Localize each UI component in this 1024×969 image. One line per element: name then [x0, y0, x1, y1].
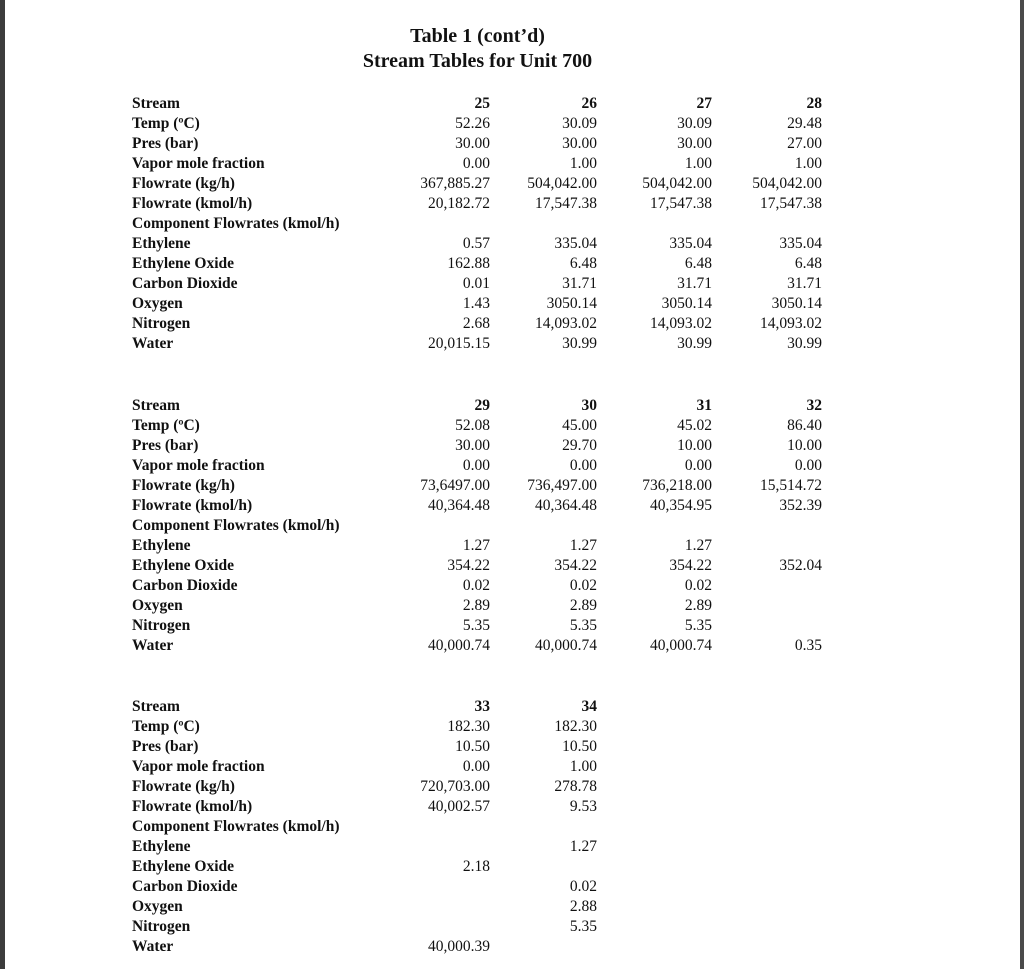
table-cell: 9.53 [569, 798, 597, 815]
row-label: Ethylene Oxide [132, 557, 235, 574]
table-cell: 278.78 [554, 778, 597, 795]
table-cell: 40,000.74 [535, 637, 597, 654]
table-cell: 45.02 [677, 417, 712, 434]
row-label: Nitrogen [132, 918, 191, 935]
table-row [132, 94, 832, 114]
row-label: Pres (bar) [132, 738, 199, 755]
table-cell: 0.00 [794, 457, 822, 474]
table-cell: 162.88 [447, 255, 490, 272]
table-cell: 10.00 [787, 437, 822, 454]
table-row [132, 496, 832, 516]
table-cell: 6.48 [684, 255, 712, 272]
row-label: Vapor mole fraction [132, 155, 265, 172]
row-label: Flowrate (kmol/h) [132, 798, 253, 815]
table-cell: 5.35 [684, 617, 712, 634]
table-row [132, 737, 832, 757]
table-row [132, 576, 832, 596]
table-cell: 14,093.02 [760, 315, 822, 332]
stream-number: 30 [581, 397, 597, 414]
table-cell: 0.00 [684, 457, 712, 474]
table-cell: 1.00 [794, 155, 822, 172]
table-cell: 6.48 [794, 255, 822, 272]
table-row [132, 697, 832, 717]
table-cell: 0.57 [462, 235, 490, 252]
table-cell: 504,042.00 [642, 175, 712, 192]
table-cell: 40,364.48 [428, 497, 490, 514]
table-cell: 5.35 [569, 617, 597, 634]
stream-number: 33 [474, 698, 490, 715]
row-label: Vapor mole fraction [132, 758, 265, 775]
row-label: Nitrogen [132, 315, 191, 332]
table-cell: 30.00 [562, 135, 597, 152]
table-row [132, 334, 832, 354]
table-cell: 17,547.38 [650, 195, 712, 212]
table-cell: 10.50 [562, 738, 597, 755]
table-cell: 29.70 [562, 437, 597, 454]
table-cell: 20,015.15 [428, 335, 490, 352]
row-label: Carbon Dioxide [132, 275, 238, 292]
table-cell: 14,093.02 [650, 315, 712, 332]
row-label: Flowrate (kmol/h) [132, 195, 253, 212]
row-label: Vapor mole fraction [132, 457, 265, 474]
table-title: Table 1 (cont’d) [410, 25, 545, 47]
table-cell: 20,182.72 [428, 195, 490, 212]
table-row [132, 596, 832, 616]
row-label: Oxygen [132, 898, 183, 915]
table-cell: 30.09 [677, 115, 712, 132]
table-row [132, 254, 832, 274]
row-label: Pres (bar) [132, 437, 199, 454]
row-label: Temp (ºC) [132, 115, 200, 132]
table-cell: 3050.14 [771, 295, 822, 312]
table-cell: 1.27 [569, 537, 597, 554]
table-cell: 40,000.39 [428, 938, 490, 955]
table-row [132, 174, 832, 194]
row-label: Oxygen [132, 295, 183, 312]
table-cell: 30.00 [455, 135, 490, 152]
table-row [132, 274, 832, 294]
table-cell: 1.27 [684, 537, 712, 554]
stream-table-1 [132, 94, 832, 354]
table-row [132, 897, 832, 917]
stream-number: 31 [696, 397, 712, 414]
table-row [132, 516, 832, 536]
table-cell: 354.22 [669, 557, 712, 574]
table-cell: 6.48 [569, 255, 597, 272]
table-cell: 335.04 [554, 235, 597, 252]
table-row [132, 154, 832, 174]
table-cell: 30.09 [562, 115, 597, 132]
table-cell: 182.30 [554, 718, 597, 735]
table-cell: 2.68 [462, 315, 490, 332]
table-cell: 367,885.27 [420, 175, 490, 192]
stream-number: 25 [474, 95, 490, 112]
table-cell: 1.00 [569, 758, 597, 775]
table-cell: 30.00 [455, 437, 490, 454]
row-label: Flowrate (kg/h) [132, 477, 235, 494]
table-row [132, 314, 832, 334]
row-label: Ethylene Oxide [132, 255, 235, 272]
table-cell: 0.35 [794, 637, 822, 654]
table-cell: 2.89 [462, 597, 490, 614]
table-cell: 29.48 [787, 115, 822, 132]
table-row [132, 797, 832, 817]
row-label: Flowrate (kg/h) [132, 778, 235, 795]
table-row [132, 214, 832, 234]
table-cell: 504,042.00 [527, 175, 597, 192]
table-cell: 2.89 [569, 597, 597, 614]
table-cell: 0.02 [569, 577, 597, 594]
table-row [132, 877, 832, 897]
stream-number: 26 [581, 95, 597, 112]
row-label: Component Flowrates (kmol/h) [132, 818, 340, 835]
table-cell: 5.35 [462, 617, 490, 634]
stream-table-2 [132, 396, 832, 656]
table-cell: 0.02 [569, 878, 597, 895]
table-row [132, 194, 832, 214]
table-row [132, 114, 832, 134]
stream-number: 28 [806, 95, 822, 112]
table-cell: 335.04 [669, 235, 712, 252]
table-row [132, 636, 832, 656]
row-label: Stream [132, 397, 180, 414]
table-row [132, 436, 832, 456]
table-cell: 504,042.00 [752, 175, 822, 192]
table-cell: 17,547.38 [760, 195, 822, 212]
row-label: Flowrate (kg/h) [132, 175, 235, 192]
table-cell: 0.02 [462, 577, 490, 594]
table-cell: 5.35 [569, 918, 597, 935]
table-row [132, 917, 832, 937]
table-cell: 40,364.48 [535, 497, 597, 514]
table-cell: 31.71 [562, 275, 597, 292]
table-cell: 0.01 [462, 275, 490, 292]
table-cell: 30.99 [562, 335, 597, 352]
table-cell: 736,218.00 [642, 477, 712, 494]
table-subtitle: Stream Tables for Unit 700 [362, 50, 593, 72]
table-row [132, 536, 832, 556]
table-cell: 10.00 [677, 437, 712, 454]
table-row [132, 937, 832, 957]
table-cell: 40,000.74 [428, 637, 490, 654]
table-cell: 182.30 [447, 718, 490, 735]
table-row [132, 556, 832, 576]
row-label: Water [132, 335, 174, 352]
row-label: Water [132, 637, 174, 654]
row-label: Stream [132, 698, 180, 715]
row-label: Ethylene [132, 838, 191, 855]
row-label: Component Flowrates (kmol/h) [132, 215, 340, 232]
row-label: Ethylene [132, 235, 191, 252]
stream-number: 32 [806, 397, 822, 414]
table-row [132, 456, 832, 476]
table-cell: 0.02 [684, 577, 712, 594]
table-row [132, 476, 832, 496]
table-cell: 30.00 [677, 135, 712, 152]
table-cell: 30.99 [677, 335, 712, 352]
table-cell: 1.27 [569, 838, 597, 855]
table-cell: 0.00 [462, 155, 490, 172]
table-cell: 15,514.72 [760, 477, 822, 494]
row-label: Nitrogen [132, 617, 191, 634]
table-cell: 1.43 [462, 295, 490, 312]
stream-table-3 [132, 697, 832, 957]
table-row [132, 757, 832, 777]
table-cell: 352.04 [779, 557, 822, 574]
table-cell: 52.08 [455, 417, 490, 434]
row-label: Carbon Dioxide [132, 878, 238, 895]
table-cell: 2.88 [569, 898, 597, 915]
table-cell: 0.00 [569, 457, 597, 474]
table-cell: 0.00 [462, 758, 490, 775]
table-cell: 45.00 [562, 417, 597, 434]
row-label: Temp (ºC) [132, 417, 200, 434]
table-cell: 31.71 [677, 275, 712, 292]
document-page [5, 0, 1020, 969]
table-cell: 354.22 [447, 557, 490, 574]
table-row [132, 616, 832, 636]
table-cell: 0.00 [462, 457, 490, 474]
table-row [132, 817, 832, 837]
row-label: Ethylene Oxide [132, 858, 235, 875]
stream-number: 27 [696, 95, 712, 112]
table-cell: 1.27 [462, 537, 490, 554]
stream-number: 34 [581, 698, 597, 715]
table-row [132, 416, 832, 436]
row-label: Component Flowrates (kmol/h) [132, 517, 340, 534]
table-row [132, 396, 832, 416]
table-row [132, 234, 832, 254]
row-label: Ethylene [132, 537, 191, 554]
row-label: Carbon Dioxide [132, 577, 238, 594]
table-cell: 736,497.00 [527, 477, 597, 494]
table-cell: 52.26 [455, 115, 490, 132]
table-cell: 720,703.00 [420, 778, 490, 795]
table-cell: 3050.14 [546, 295, 597, 312]
table-cell: 30.99 [787, 335, 822, 352]
table-cell: 1.00 [684, 155, 712, 172]
stream-number: 29 [474, 397, 490, 414]
table-cell: 14,093.02 [535, 315, 597, 332]
row-label: Oxygen [132, 597, 183, 614]
table-row [132, 717, 832, 737]
table-row [132, 837, 832, 857]
table-cell: 86.40 [787, 417, 822, 434]
table-row [132, 294, 832, 314]
table-cell: 354.22 [554, 557, 597, 574]
table-cell: 40,002.57 [428, 798, 490, 815]
table-cell: 3050.14 [661, 295, 712, 312]
table-cell: 335.04 [779, 235, 822, 252]
table-cell: 17,547.38 [535, 195, 597, 212]
table-cell: 73,6497.00 [420, 477, 490, 494]
table-cell: 2.18 [462, 858, 490, 875]
row-label: Water [132, 938, 174, 955]
table-row [132, 777, 832, 797]
table-cell: 40,354.95 [650, 497, 712, 514]
table-cell: 31.71 [787, 275, 822, 292]
row-label: Pres (bar) [132, 135, 199, 152]
table-row [132, 134, 832, 154]
table-cell: 27.00 [787, 135, 822, 152]
table-cell: 10.50 [455, 738, 490, 755]
table-cell: 40,000.74 [650, 637, 712, 654]
table-row [132, 857, 832, 877]
row-label: Stream [132, 95, 180, 112]
table-cell: 1.00 [569, 155, 597, 172]
window-right-border [1020, 0, 1024, 969]
row-label: Temp (ºC) [132, 718, 200, 735]
row-label: Flowrate (kmol/h) [132, 497, 253, 514]
table-cell: 2.89 [684, 597, 712, 614]
table-cell: 352.39 [779, 497, 822, 514]
